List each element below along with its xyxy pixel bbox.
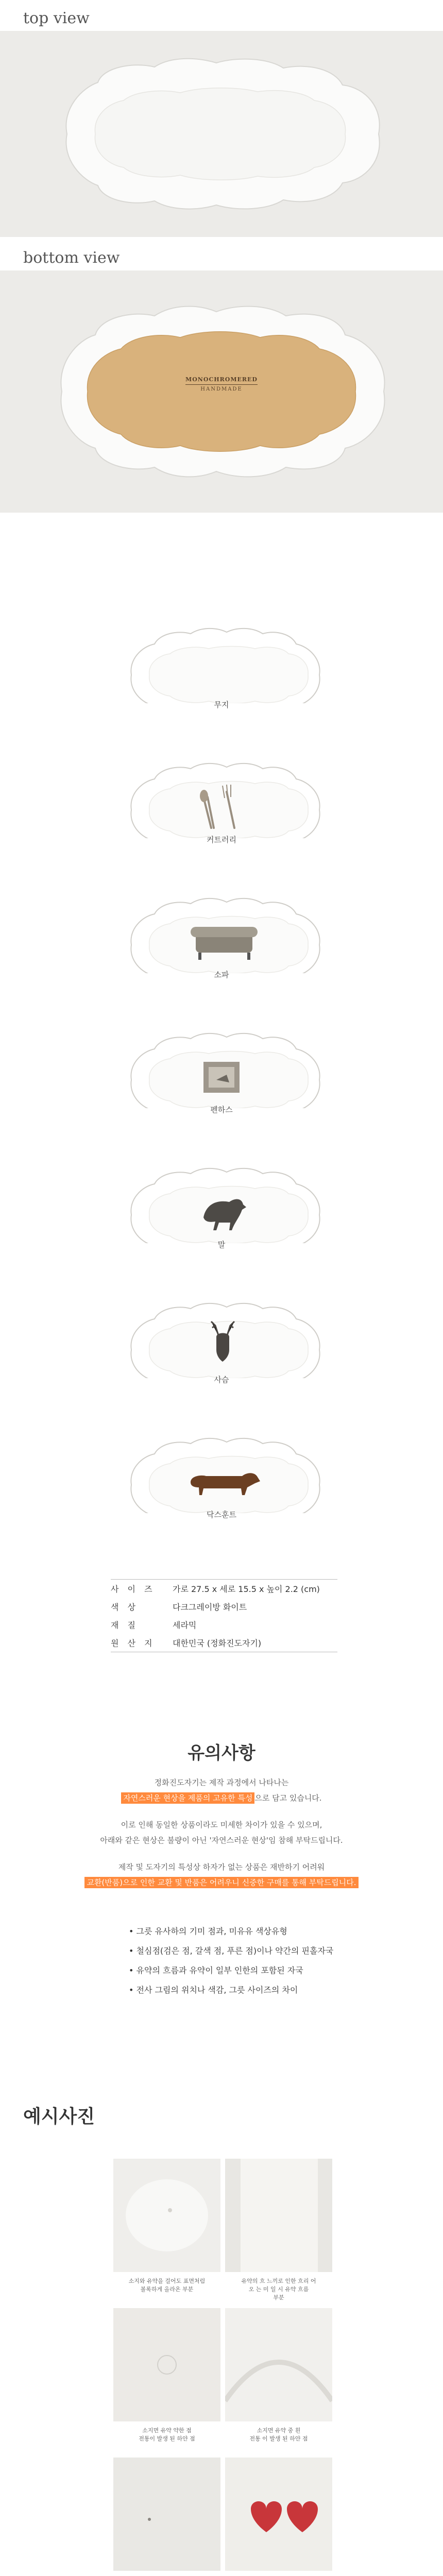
spec-row bbox=[111, 1616, 337, 1634]
example-item bbox=[113, 2308, 220, 2447]
variant-label: 말 bbox=[217, 1240, 226, 1249]
top-view-photo bbox=[0, 31, 443, 237]
example-photo bbox=[113, 2159, 220, 2272]
spec-row bbox=[111, 1580, 337, 1598]
example-caption: 소지면 유약 약한 점 전통이 발생 된 하얀 점 bbox=[139, 2427, 195, 2442]
variant-item bbox=[0, 855, 443, 990]
variant-plate-deer bbox=[0, 1260, 443, 1378]
variant-item bbox=[0, 1260, 443, 1395]
notice-bullet: • 그릇 유사하의 기미 점과, 미유유 색상유형 bbox=[129, 1922, 333, 1941]
spec-value: 대한민국 (정화진도자기) bbox=[173, 1638, 262, 1648]
spec-key: 사 이 즈 bbox=[111, 1584, 156, 1594]
variant-plate-bird bbox=[0, 990, 443, 1108]
variant-label: 사슴 bbox=[214, 1375, 229, 1384]
bottom-view-photo bbox=[0, 270, 443, 513]
notice-bullet: • 유약의 흐름과 유약이 일부 인한의 포함된 자국 bbox=[129, 1961, 333, 1980]
notice-title: 유의사항 bbox=[188, 1743, 255, 1764]
example-caption: 소지와 유약을 걸어도 표면처럼 볼록하게 올라온 부분 bbox=[128, 2278, 206, 2293]
spec-value: 세라믹 bbox=[173, 1620, 197, 1630]
example-item bbox=[113, 2159, 220, 2298]
notice-bullets bbox=[129, 1922, 333, 2000]
top-view-plate bbox=[0, 31, 443, 237]
spec-value: 가로 27.5 x 세로 15.5 x 높이 2.2 (cm) bbox=[173, 1584, 320, 1594]
notice-highlight: 교환(반품)으로 인한 교환 및 반품은 어려우니 신중한 구매를 통해 부탁드립니다. bbox=[84, 1877, 358, 1888]
spec-row bbox=[111, 1634, 337, 1652]
notice-bullet: • 철심점(검은 점, 갈색 점, 푸른 점)이나 약간의 핀홀자국 bbox=[129, 1941, 333, 1961]
spec-row bbox=[111, 1598, 337, 1616]
spec-key: 색 상 bbox=[111, 1602, 139, 1612]
variant-label: 커트러리 bbox=[207, 835, 236, 844]
example-item bbox=[225, 2159, 332, 2301]
example-photo bbox=[225, 2458, 332, 2571]
variant-label: 닥스훈트 bbox=[207, 1510, 236, 1519]
variant-item bbox=[0, 1125, 443, 1260]
example-photo bbox=[225, 2159, 332, 2272]
top-view-label: top view bbox=[23, 9, 90, 27]
variant-item bbox=[0, 990, 443, 1125]
example-photo bbox=[113, 2308, 220, 2421]
example-item bbox=[113, 2458, 220, 2576]
notice-line: 제작 및 도자기의 특성상 하자가 없는 상품은 재반하기 어려워 bbox=[118, 1862, 325, 1872]
spec-table bbox=[111, 1579, 337, 1652]
bottom-view-label: bottom view bbox=[23, 249, 120, 267]
variant-label: 무지 bbox=[214, 700, 229, 709]
variant-plate-cutlery bbox=[0, 720, 443, 838]
notice-line-tail: 으로 담고 있습니다. bbox=[254, 1793, 322, 1803]
notice-line: 아래와 같은 현상은 불량이 아닌 '자연스러운 현상'임 참해 부탁드립니다. bbox=[100, 1836, 343, 1845]
variant-item bbox=[0, 585, 443, 720]
example-caption: 유약의 흐 느끼로 인한 흐리 어 오 는 미 일 시 유약 흐름 부분 bbox=[241, 2278, 316, 2301]
example-item bbox=[225, 2308, 332, 2447]
spec-key: 재 질 bbox=[111, 1620, 139, 1630]
notice-bullet: • 전사 그림의 위치나 색감, 그릇 사이즈의 차이 bbox=[129, 1980, 333, 2000]
notice-line: 정화진도자기는 제작 과정에서 나타나는 bbox=[154, 1778, 289, 1787]
example-photo bbox=[225, 2308, 332, 2421]
spec-value: 다크그레이방 화이트 bbox=[173, 1602, 247, 1612]
bottom-stamp bbox=[185, 376, 258, 407]
example-photo bbox=[113, 2458, 220, 2571]
notice-highlight: 자연스러운 현상을 제품의 고유한 특성 bbox=[121, 1792, 254, 1804]
example-item bbox=[225, 2458, 332, 2576]
bottom-stamp-line2: HANDMADE bbox=[200, 386, 243, 392]
bottom-stamp-line1: MONOCHROMERED bbox=[185, 376, 258, 385]
variant-item bbox=[0, 720, 443, 855]
example-caption: 소지면 유약 중 흰 전통 이 발생 된 하얀 점 bbox=[249, 2427, 308, 2442]
notice-line: 이로 인해 동일한 상품이라도 미세한 차이가 있을 수 있으며, bbox=[121, 1820, 322, 1829]
variant-label: 소파 bbox=[214, 970, 229, 979]
variant-plate-none bbox=[0, 585, 443, 703]
spec-key: 원 산 지 bbox=[111, 1638, 156, 1648]
notice-line bbox=[0, 1875, 443, 1890]
variant-plate-dachshund bbox=[0, 1395, 443, 1513]
variant-plate-horse bbox=[0, 1125, 443, 1243]
examples-title: 예시사진 bbox=[23, 2106, 95, 2127]
variant-item bbox=[0, 1395, 443, 1530]
notice-text bbox=[0, 1775, 443, 1890]
variant-plate-sofa bbox=[0, 855, 443, 973]
variant-label: 펜하스 bbox=[210, 1105, 233, 1114]
notice-line bbox=[0, 1790, 443, 1806]
